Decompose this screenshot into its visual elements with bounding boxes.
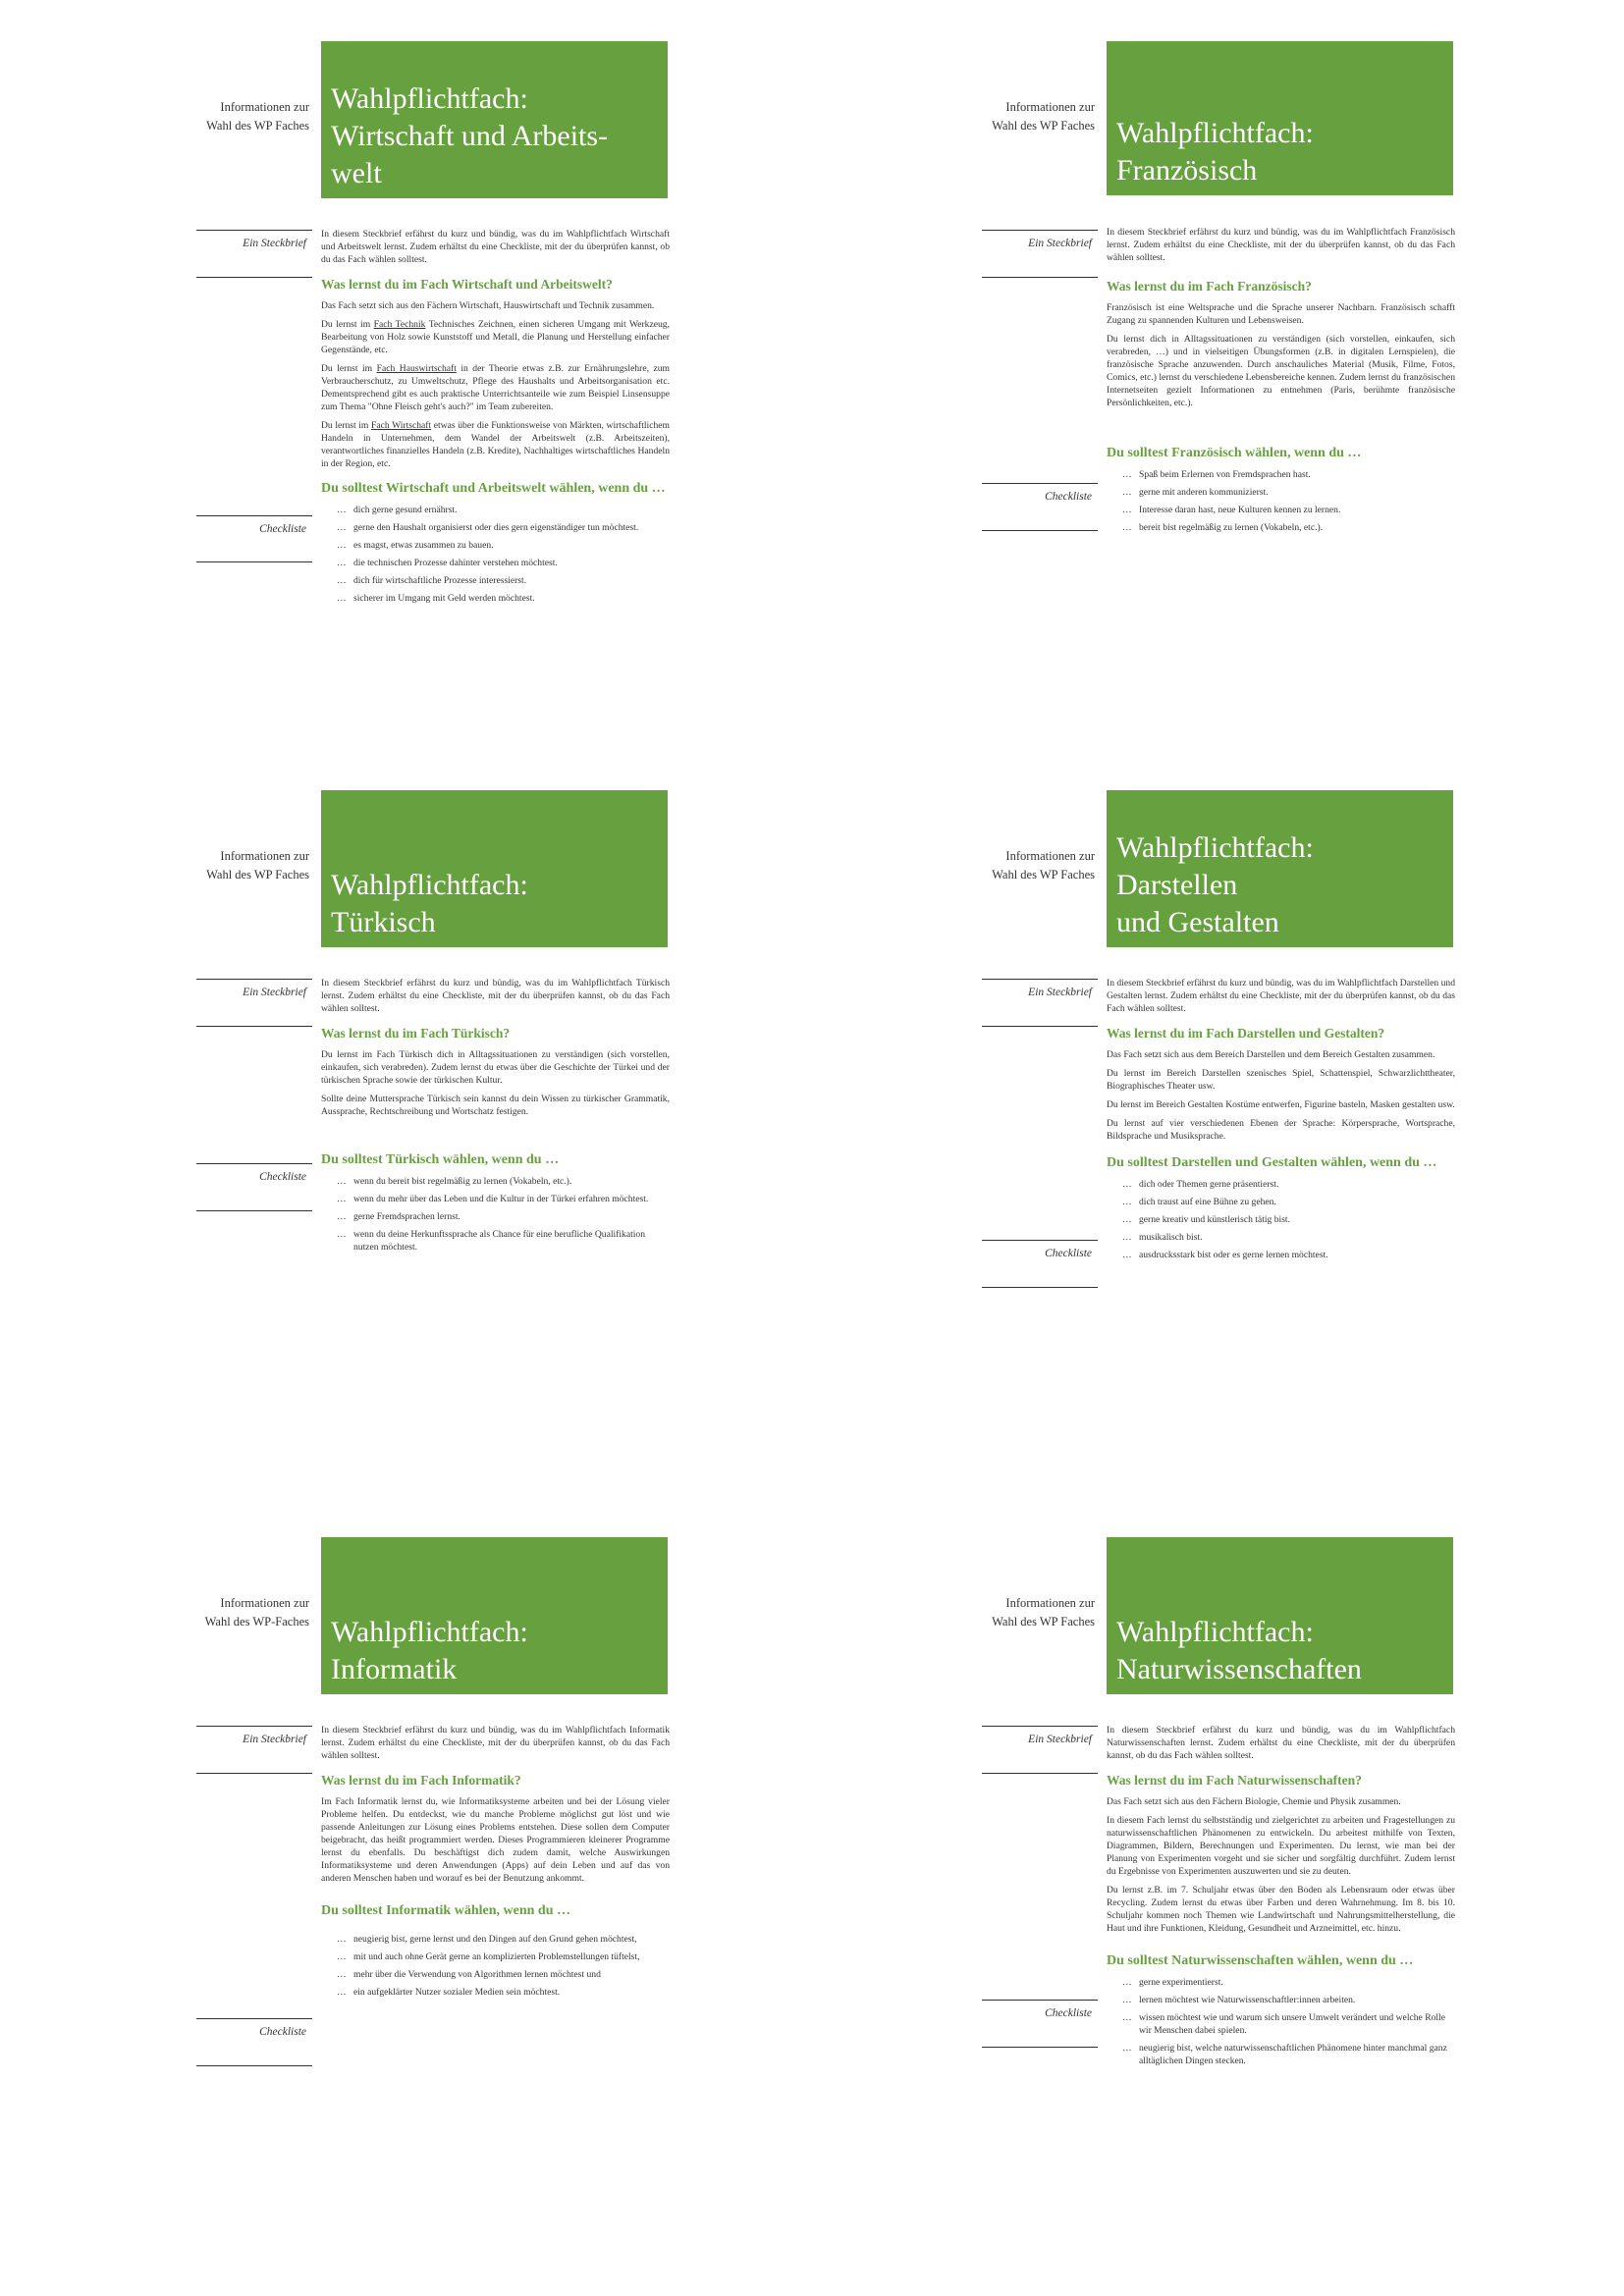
side-info: Informationen zur Wahl des WP Faches bbox=[992, 849, 1095, 881]
paragraph: Du lernst im Bereich Gestalten Kostüme entwerfen, Figurine basteln, Masken gestalten usw. bbox=[1107, 1099, 1455, 1110]
side-info: Informationen zur Wahl des WP-Faches bbox=[204, 1596, 309, 1629]
checkliste-label: Checkliste bbox=[259, 2026, 306, 2038]
checklist bbox=[1107, 1976, 1455, 2067]
intro-text: In diesem Steckbrief erfährst du kurz und bündig, was du im Wahlpflichtfach Türkisch lernst. Zudem erhältst du eine Checkliste, mit der du überprüfen kannst, ob du das Fach wählen solltest. bbox=[321, 978, 670, 1014]
title-banner bbox=[1107, 790, 1453, 947]
question-heading: Was lernst du im Fach Informatik? bbox=[321, 1773, 521, 1788]
card-body bbox=[1107, 1724, 1455, 2072]
checklist-item: … neugierig bist, welche naturwissenschaftlichen Phänomene hinter manchmal ganz alltäglichen Dingen stecken. bbox=[1122, 2042, 1455, 2067]
subject-link: Fach Technik bbox=[373, 319, 426, 330]
checklist-item: … dich traust auf eine Bühne zu gehen. bbox=[1122, 1196, 1455, 1208]
checklist-item: … mehr über die Verwendung von Algorithmen lernen möchtest und bbox=[337, 1968, 670, 1981]
rule-steckbrief bbox=[196, 1726, 312, 1727]
rule-checkliste bbox=[196, 515, 312, 516]
rule-checkliste bbox=[982, 2000, 1098, 2001]
paragraph: Sollte deine Muttersprache Türkisch sein kannst du dein Wissen zu türkischer Grammatik, Aussprache, Rechtschreibung und Wortschatz festigen. bbox=[321, 1094, 670, 1117]
steckbrief-label: Ein Steckbrief bbox=[1028, 238, 1092, 249]
checklist-item: … lernen möchtest wie Naturwissenschaftler:innen arbeiten. bbox=[1122, 1994, 1455, 2006]
checklist-item: … mit und auch ohne Gerät gerne an komplizierten Problemstellungen tüftelst, bbox=[337, 1950, 670, 1963]
side-info: Informationen zur Wahl des WP Faches bbox=[206, 849, 309, 881]
paragraph: Du lernst im Fach Hauswirtschaft in der Theorie etwas z.B. zur Ernährungslehre, zum Verbraucherschutz, zu Umweltschutz, Pflege des Haushalts und Arbeitsorganisation etc. Dementsprechend gibt es auch praktische Unterrichtsanteile wie zum Beispiel Linsensuppe zum Thema "Ohne Fleisch geht's auch?" im Team zubereiten. bbox=[321, 363, 670, 412]
card-title: Wahlpflichtfach: Naturwissenschaften bbox=[1116, 1616, 1362, 1685]
paragraph: Das Fach setzt sich aus den Fächern Biologie, Chemie und Physik zusammen. bbox=[1107, 1796, 1401, 1807]
checklist-item: … gerne mit anderen kommunizierst. bbox=[1122, 486, 1455, 499]
rule-steckbrief bbox=[982, 230, 1098, 231]
checkliste-label: Checkliste bbox=[1045, 1248, 1092, 1259]
rule-steckbrief bbox=[196, 230, 312, 231]
checklist-item: … es magst, etwas zusammen zu bauen. bbox=[337, 539, 670, 552]
card-tuerkisch bbox=[196, 790, 874, 1477]
card-franzoesisch bbox=[982, 41, 1624, 728]
intro-text: In diesem Steckbrief erfährst du kurz und bündig, was du im Wahlpflichtfach Naturwissenschaften lernst. Zudem erhältst du eine Checkliste, mit der du überprüfen kannst, ob du das Fach wählen solltest. bbox=[1107, 1725, 1455, 1761]
rule-checkliste-bottom bbox=[196, 1210, 312, 1211]
question-heading: Was lernst du im Fach Türkisch? bbox=[321, 1026, 511, 1041]
side-info: Informationen zur Wahl des WP Faches bbox=[992, 100, 1095, 133]
checklist-heading: Du solltest Türkisch wählen, wenn du … bbox=[321, 1152, 560, 1167]
rule-checkliste-bottom bbox=[982, 2047, 1098, 2048]
side-info: Informationen zur Wahl des WP Faches bbox=[206, 100, 309, 133]
checklist-heading: Du solltest Informatik wählen, wenn du … bbox=[321, 1903, 570, 1918]
checklist-item: … Spaß beim Erlernen von Fremdsprachen hast. bbox=[1122, 468, 1455, 481]
card-body bbox=[1107, 226, 1455, 539]
rule-steckbrief bbox=[982, 979, 1098, 980]
rule-steckbrief-bottom bbox=[196, 277, 312, 278]
checklist-item: … gerne Fremdsprachen lernst. bbox=[337, 1210, 670, 1223]
steckbrief-label: Ein Steckbrief bbox=[1028, 1734, 1092, 1745]
steckbrief-label: Ein Steckbrief bbox=[243, 987, 306, 998]
paragraph: Französisch ist eine Weltsprache und die Sprache unserer Nachbarn. Französisch schafft Zugang zu spannenden Kulturen und Lebensweisen. bbox=[1107, 302, 1455, 326]
checklist bbox=[321, 504, 670, 605]
rule-checkliste-bottom bbox=[982, 1287, 1098, 1288]
checklist-heading: Du solltest Naturwissenschaften wählen, wenn du … bbox=[1107, 1953, 1414, 1968]
card-naturwissenschaften bbox=[982, 1537, 1624, 2224]
checklist-item: … gerne kreativ und künstlerisch tätig bist. bbox=[1122, 1213, 1455, 1226]
checklist-item: … bereit bist regelmäßig zu lernen (Vokabeln, etc.). bbox=[1122, 521, 1455, 534]
checklist-item: … ausdrucksstark bist oder es gerne lernen möchtest. bbox=[1122, 1249, 1455, 1261]
question-heading: Was lernst du im Fach Französisch? bbox=[1107, 279, 1312, 294]
card-body bbox=[321, 1724, 670, 2003]
card-wirtschaft bbox=[196, 41, 874, 728]
checklist bbox=[321, 1933, 670, 1999]
rule-steckbrief-bottom bbox=[196, 1026, 312, 1027]
checklist-item: … wenn du deine Herkunftssprache als Chance für eine berufliche Qualifikation nutzen möchtest. bbox=[337, 1228, 670, 1254]
subject-link: Fach Hauswirtschaft bbox=[376, 363, 457, 374]
checklist-item: … neugierig bist, gerne lernst und den Dingen auf den Grund gehen möchtest, bbox=[337, 1933, 670, 1946]
paragraph: Du lernst im Bereich Darstellen szenisches Spiel, Schattenspiel, Schwarzlichttheater, Biographisches Theater usw. bbox=[1107, 1068, 1455, 1092]
steckbrief-label: Ein Steckbrief bbox=[243, 238, 306, 249]
steckbrief-label: Ein Steckbrief bbox=[1028, 987, 1092, 998]
rule-checkliste-bottom bbox=[196, 2065, 312, 2066]
checkliste-label: Checkliste bbox=[259, 1171, 306, 1183]
paragraph: Du lernst auf vier verschiedenen Ebenen der Sprache: Körpersprache, Wortsprache, Bildsprache und Musiksprache. bbox=[1107, 1118, 1455, 1142]
paragraph: Du lernst im Fach Technik Technisches Zeichnen, einen sicheren Umgang mit Werkzeug, Bearbeitung von Holz sowie Kunststoff und Metall, die Planung und Herstellung einfacher Gegenstände, etc. bbox=[321, 319, 670, 355]
rule-checkliste bbox=[982, 1240, 1098, 1241]
card-body bbox=[321, 977, 670, 1258]
checkliste-label: Checkliste bbox=[1045, 2007, 1092, 2019]
rule-steckbrief-bottom bbox=[982, 1773, 1098, 1774]
card-title: Wahlpflichtfach: Informatik bbox=[331, 1616, 528, 1685]
rule-steckbrief-bottom bbox=[982, 1026, 1098, 1027]
checklist bbox=[1107, 1178, 1455, 1261]
checklist-item: … gerne den Haushalt organisierst oder dies gern eigenständiger tun möchtest. bbox=[337, 521, 670, 534]
checklist-item: … dich gerne gesund ernährst. bbox=[337, 504, 670, 516]
rule-checkliste-bottom bbox=[196, 561, 312, 562]
card-title: Wahlpflichtfach: Französisch bbox=[1116, 117, 1314, 187]
paragraph: Das Fach setzt sich aus dem Bereich Darstellen und dem Bereich Gestalten zusammen. bbox=[1107, 1049, 1435, 1060]
checklist-item: … dich für wirtschaftliche Prozesse interessierst. bbox=[337, 574, 670, 587]
card-title: Wahlpflichtfach: Wirtschaft und Arbeits- welt bbox=[331, 82, 609, 189]
rule-checkliste bbox=[982, 483, 1098, 484]
rule-checkliste-bottom bbox=[982, 530, 1098, 531]
checklist-item: … gerne experimentierst. bbox=[1122, 1976, 1455, 1989]
intro-text: In diesem Steckbrief erfährst du kurz und bündig, was du im Wahlpflichtfach Wirtschaft und Arbeitswelt lernst. Zudem erhältst du eine Checkliste, mit der du überprüfen kannst, ob du das Fach wählen solltest. bbox=[321, 229, 670, 265]
paragraph: Das Fach setzt sich aus den Fächern Wirtschaft, Hauswirtschaft und Technik zusammen. bbox=[321, 300, 655, 311]
checklist-item: … sicherer im Umgang mit Geld werden möchtest. bbox=[337, 592, 670, 605]
rule-steckbrief bbox=[982, 1726, 1098, 1727]
title-banner bbox=[1107, 41, 1453, 195]
checklist-heading: Du solltest Französisch wählen, wenn du … bbox=[1107, 446, 1362, 460]
checklist-item: … die technischen Prozesse dahinter verstehen möchtest. bbox=[337, 557, 670, 569]
checklist-heading: Du solltest Wirtschaft und Arbeitswelt wählen, wenn du … bbox=[321, 481, 666, 496]
card-body bbox=[321, 228, 670, 610]
steckbrief-label: Ein Steckbrief bbox=[243, 1734, 306, 1745]
checklist-item: … wissen möchtest wie und warum sich unsere Umwelt verändert und welche Rolle wir Menschen dabei spielen. bbox=[1122, 2011, 1455, 2037]
card-body bbox=[1107, 977, 1455, 1266]
question-heading: Was lernst du im Fach Darstellen und Gestalten? bbox=[1107, 1026, 1385, 1041]
checklist-item: … wenn du mehr über das Leben und die Kultur in der Türkei erfahren möchtest. bbox=[337, 1193, 670, 1205]
rule-checkliste bbox=[196, 1163, 312, 1164]
paragraph: Im Fach Informatik lernst du, wie Informatiksysteme arbeiten und bei der Lösung vieler Probleme helfen. Du entdeckst, wie du manche Probleme möglichst gut löst und wie passende Anleitungen zur Lösung eines Problems entstehen. Diese sollen dem Computer beigebracht, das heißt programmiert werden. Dieses Programmieren kleinerer Programme lernst du ebenfalls. Du beschäftigst dich zudem damit, welche Auswirkungen Informatiksysteme und deren Anwendungen (Apps) auf dein Leben und auf das von anderen Menschen haben und worauf es bei der Benutzung ankommt. bbox=[321, 1796, 670, 1884]
paragraph: In diesem Fach lernst du selbstständig und zielgerichtet zu arbeiten und Fragestellungen zu naturwissenschaftlichen Phänomenen zu entwickeln. Du arbeitest mithilfe von Texten, Diagrammen, Bildern, Berechnungen und Experimenten. Du lernst, wie man bei der Planung von Experimenten vorgeht und sie sicher und sorgfältig durchführt. Zudem lernst du Ergebnisse von Experimenten auszuwerten und sie zu deuten. bbox=[1107, 1815, 1455, 1877]
checklist-heading: Du solltest Darstellen und Gestalten wählen, wenn du … bbox=[1107, 1155, 1437, 1170]
title-banner bbox=[1107, 1537, 1453, 1694]
checklist-item: … dich oder Themen gerne präsentierst. bbox=[1122, 1178, 1455, 1191]
rule-checkliste bbox=[196, 2018, 312, 2019]
checkliste-label: Checkliste bbox=[259, 523, 306, 535]
card-title: Wahlpflichtfach: Darstellen und Gestalten bbox=[1116, 831, 1314, 938]
paragraph: Du lernst im Fach Wirtschaft etwas über die Funktionsweise von Märkten, wirtschaftlichem Handeln in Unternehmen, dem Wandel der Arbeitswelt (z.B. Arbeitszeiten), verantwortliches finanzielles Handeln (z.B. Kredite), Nachhaltiges wirtschaftliches Handeln in der Region, etc. bbox=[321, 420, 670, 469]
intro-text: In diesem Steckbrief erfährst du kurz und bündig, was du im Wahlpflichtfach Informatik lernst. Zudem erhältst du eine Checkliste, mit der du überprüfen kannst, ob du das Fach wählen solltest. bbox=[321, 1725, 670, 1761]
question-heading: Was lernst du im Fach Naturwissenschaften? bbox=[1107, 1773, 1362, 1788]
checklist-item: … Interesse daran hast, neue Kulturen kennen zu lernen. bbox=[1122, 504, 1455, 516]
card-informatik bbox=[196, 1537, 874, 2224]
rule-steckbrief-bottom bbox=[982, 277, 1098, 278]
title-banner bbox=[321, 790, 668, 947]
checklist-item: … wenn du bereit bist regelmäßig zu lernen (Vokabeln, etc.). bbox=[337, 1175, 670, 1188]
card-title: Wahlpflichtfach: Türkisch bbox=[331, 869, 528, 938]
checklist-item: … musikalisch bist. bbox=[1122, 1231, 1455, 1244]
checklist-item: … ein aufgeklärter Nutzer sozialer Medien sein möchtest. bbox=[337, 1986, 670, 1999]
paragraph: Du lernst z.B. im 7. Schuljahr etwas über den Boden als Lebensraum oder etwas über Recycling. Zudem lernst du etwas über Farben und deren Wahrnehmung. Im 8. bis 10. Schuljahr kommen noch Themen wie Landwirtschaft und Nahrungsmittelherstellung, die Haut und ihre Funktionen, Kleidung, Gesundheit und Arzneimittel, etc. hinzu. bbox=[1107, 1885, 1455, 1934]
side-info: Informationen zur Wahl des WP Faches bbox=[992, 1596, 1095, 1629]
intro-text: In diesem Steckbrief erfährst du kurz und bündig, was du im Wahlpflichtfach Französisch lernst. Zudem erhältst du eine Checkliste, mit der du überprüfen kannst, ob du das Fach wählen solltest. bbox=[1107, 227, 1455, 263]
checkliste-label: Checkliste bbox=[1045, 491, 1092, 503]
card-darstellen-gestalten bbox=[982, 790, 1624, 1477]
checklist bbox=[321, 1175, 670, 1254]
paragraph: Du lernst im Fach Türkisch dich in Alltagssituationen zu verständigen (sich vorstellen, einkaufen, sich verabreden). Zudem lernst du etwas über die Geschichte der Türkei und der türkischen Sprache sowie der türkischen Kultur. bbox=[321, 1049, 670, 1086]
intro-text: In diesem Steckbrief erfährst du kurz und bündig, was du im Wahlpflichtfach Darstellen und Gestalten lernst. Zudem erhältst du eine Checkliste, mit der du überprüfen kannst, ob du das Fach wählen solltest. bbox=[1107, 978, 1455, 1014]
checklist bbox=[1107, 468, 1455, 534]
subject-link: Fach Wirtschaft bbox=[370, 420, 432, 431]
title-banner bbox=[321, 41, 668, 198]
paragraph: Du lernst dich in Alltagssituationen zu verständigen (sich vorstellen, einkaufen, sich verabreden, …) und in vielseitigen Übungsformen (z.B. in digitalen Lernspielen), die französische Sprache anzuwenden. Durch anschauliches Material (Musik, Filme, Fotos, Comics, etc.) lernst du verschiedene Lebensbereiche kennen. Zudem lernst du französischen Internetseiten gezielt Informationen zu entnehmen (Paris, berühmte französische Persönlichkeiten, etc.). bbox=[1107, 334, 1455, 408]
rule-steckbrief-bottom bbox=[196, 1773, 312, 1774]
rule-steckbrief bbox=[196, 979, 312, 980]
question-heading: Was lernst du im Fach Wirtschaft und Arbeitswelt? bbox=[321, 277, 613, 292]
title-banner bbox=[321, 1537, 668, 1694]
